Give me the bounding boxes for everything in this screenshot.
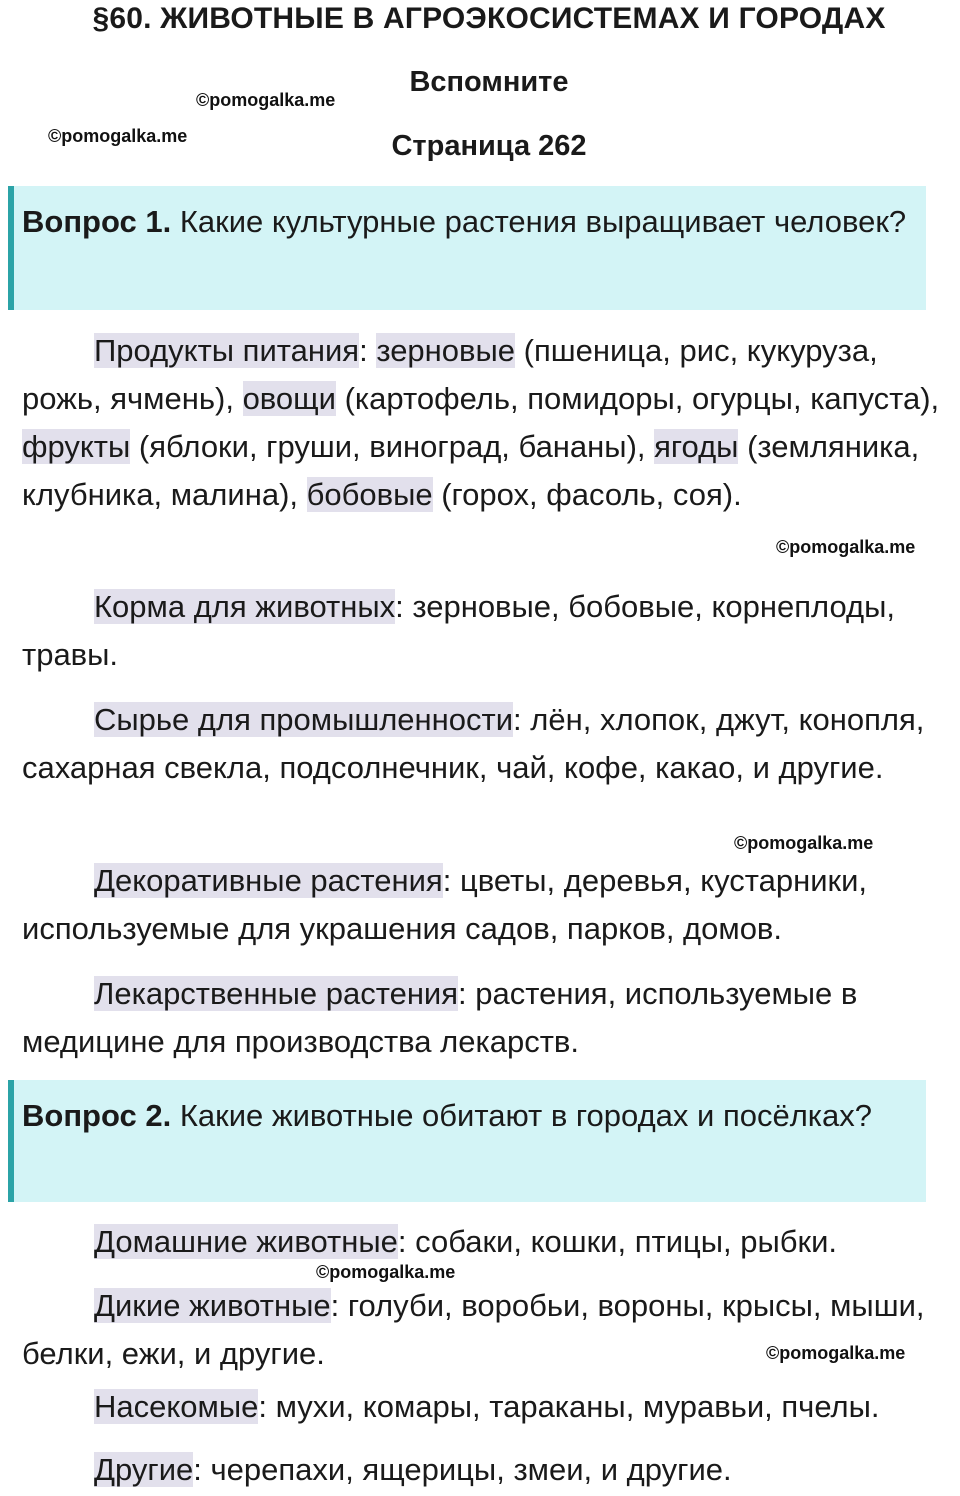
section-subtitle: Вспомните (409, 66, 569, 98)
watermark: ©pomogalka.me (316, 1262, 456, 1282)
highlight-term: Дикие животные (94, 1288, 331, 1323)
page-number: Страница 262 (391, 130, 587, 162)
highlight-term: Сырье для промышленности (94, 702, 514, 737)
watermark: ©pomogalka.me (766, 1343, 906, 1363)
watermark: ©pomogalka.me (196, 90, 336, 110)
answer-paragraph: Лекарственные растения: растения, используемые в медицине для производства лекарств. (22, 976, 858, 1059)
watermark: ©pomogalka.me (734, 833, 874, 853)
page-title: §60. ЖИВОТНЫЕ В АГРОЭКОСИСТЕМАХ И ГОРОДАХ (92, 2, 886, 35)
highlight-term: бобовые (306, 477, 433, 512)
highlight-term: Декоративные растения (94, 863, 443, 898)
answer-paragraph: Домашние животные: собаки, кошки, птицы, рыбки. (94, 1224, 838, 1259)
answer-paragraph: Продукты питания: зерновые (пшеница, рис, кукуруза, рожь, ячмень), овощи (картофель, помидоры, огурцы, капуста), фрукты (яблоки, груши, виноград, бананы), ягоды (земляника, клубника, малина), бобовые (горох, фасоль, соя). (22, 333, 940, 512)
highlight-term: Лекарственные растения (94, 976, 459, 1011)
highlight-term: Домашние животные (94, 1224, 398, 1259)
question-2-box (8, 1080, 926, 1202)
watermark: ©pomogalka.me (776, 537, 916, 557)
highlight-term: Продукты питания (94, 333, 360, 368)
answer-paragraph: Сырье для промышленности: лён, хлопок, джут, конопля, сахарная свекла, подсолнечник, чай, кофе, какао, и другие. (22, 702, 925, 785)
highlight-term: Другие (94, 1452, 194, 1487)
highlight-term: овощи (242, 381, 336, 416)
highlight-term: Насекомые (94, 1389, 259, 1424)
watermark: ©pomogalka.me (48, 126, 188, 146)
question-1-text: Какие культурные растения выращивает человек? (171, 204, 907, 239)
highlight-term: зерновые (376, 333, 516, 368)
question-1-box (8, 186, 926, 310)
question-2-text: Какие животные обитают в городах и посёлках? (171, 1098, 873, 1133)
highlight-term: фрукты (22, 429, 131, 464)
answer-paragraph: Декоративные растения: цветы, деревья, кустарники, используемые для украшения садов, парков, домов. (22, 863, 868, 946)
highlight-term: ягоды (654, 429, 739, 464)
question-2-label: Вопрос 2. (22, 1098, 172, 1133)
answer-paragraph: Дикие животные: голуби, воробьи, вороны, крысы, мыши, белки, ежи, и другие. (22, 1288, 925, 1371)
answer-paragraph: Насекомые: мухи, комары, тараканы, муравьи, пчелы. (94, 1389, 880, 1424)
question-1-label: Вопрос 1. (22, 204, 172, 239)
highlight-term: Корма для животных (94, 589, 396, 624)
answer-paragraph: Другие: черепахи, ящерицы, змеи, и другие. (94, 1452, 732, 1487)
answer-paragraph: Корма для животных: зерновые, бобовые, корнеплоды, травы. (22, 589, 895, 672)
